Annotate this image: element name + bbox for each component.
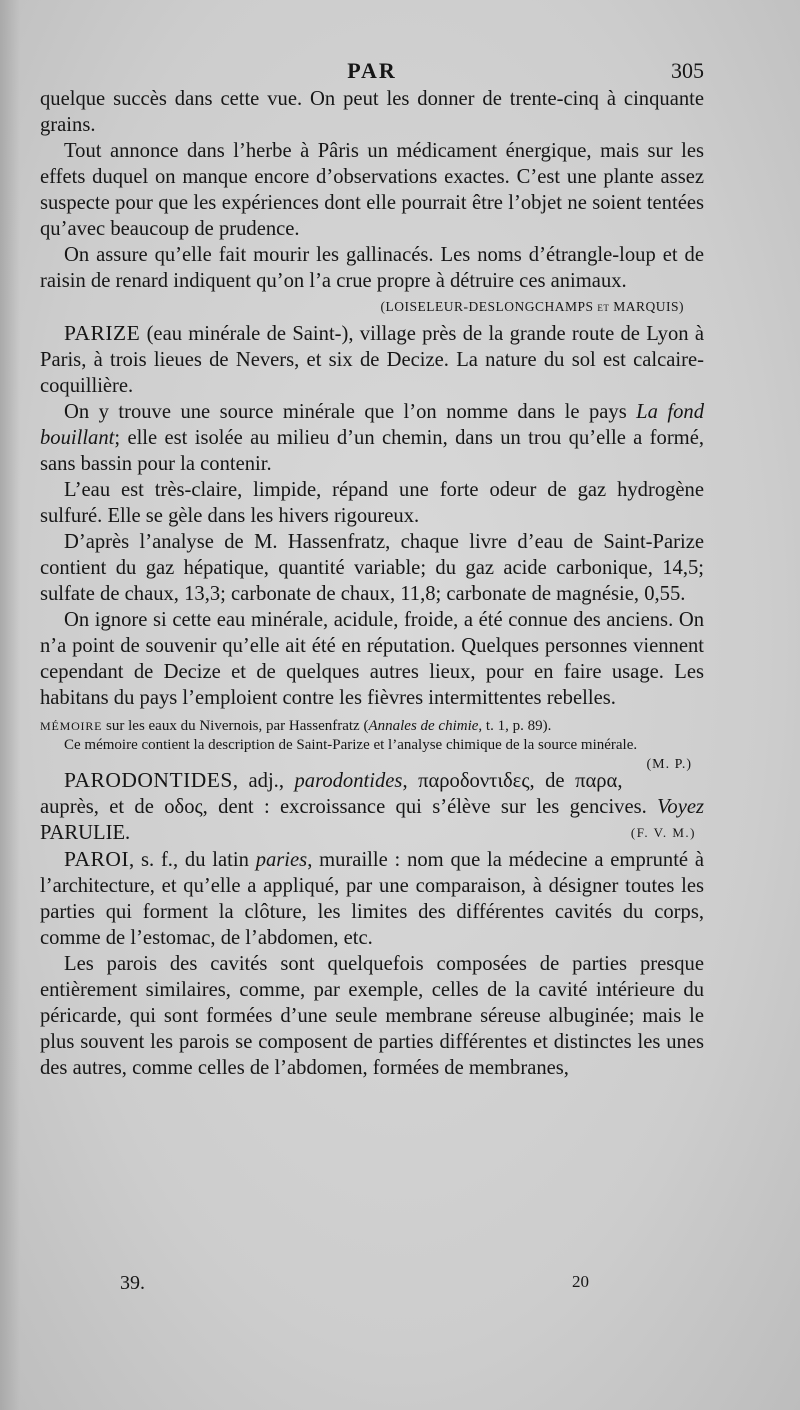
italic-text: Annales de chimie [368,718,479,734]
paragraph: D’après l’analyse de M. Hassenfratz, chaque livre d’eau de Saint-Parize contient du gaz hépatique, quantité variable; du gaz acide carbonique, 14,5; sulfate de chaux, 13,3; carbonate de chaux, 11,8; carbonate de magnésie, 0,55. [40,531,704,605]
signature-mark: 39. [120,1272,145,1294]
italic-text: La fond bouillant [40,401,704,449]
entry-headword: PARIZE [64,321,141,345]
entry-parize [40,320,704,399]
page-number: 305 [671,58,704,83]
bibliography-note [40,736,704,772]
paragraph: Tout annonce dans l’herbe à Pâris un médicament énergique, mais sur les effets duquel on manque encore d’observations exactes. C’est une plante assez suspecte pour que les expériences dont elle pourrait être l’objet ne soient tentées qu’avec beaucoup de prudence. [40,140,704,240]
author-signature: (LOISELEUR-DESLONGCHAMPS et MARQUIS) [380,299,684,314]
text-run: sur les eaux du Nivernois, par Hassenfratz ( [102,718,369,734]
running-head [40,52,704,86]
italic-text: parodontides [294,770,403,792]
paragraph: L’eau est très-claire, limpide, répand une forte odeur de gaz hydrogène sulfuré. Elle se gèle dans les hivers rigoureux. [40,479,704,527]
text-run: Ce mémoire contient la description de Saint-Parize et l’analyse chimique de la source minérale. [64,737,638,753]
entry-parodontides [40,767,704,846]
author-signature: (F. V. M.) [630,825,696,840]
entry-headword: PAROI [64,847,130,871]
text-run: , παροδοντιδες, de παρα, auprès, et de οδος, dent : excroissance qui s’élève sur les gencives. [40,770,658,818]
paragraph: Les parois des cavités sont quelquefois composées de parties presque entièrement similaires, comme, par exemple, celles de la cavité intérieure du péricarde, qui sont formées d’une seule membrane séreuse albuginée; mais le plus souvent les parois se composent de parties différentes et distinctes les unes des autres, comme celles de l’abdomen, formées de membranes, [40,953,704,1079]
paragraph: On ignore si cette eau minérale, acidule, froide, a été connue des anciens. On n’a point de souvenir qu’elle ait été en réputation. Quelques personnes viennent cependant de Decize et de quelques autres lieux, pour en faire usage. Les habitans du pays l’emploient contre les fièvres intermittentes rebelles. [40,609,704,709]
bibliography-label: MÉMOIRE [40,719,103,733]
paragraph [40,399,704,477]
paragraph: On assure qu’elle fait mourir les gallinacés. Les noms d’étrangle-loup et de raisin de renard indiquent qu’on l’a crue propre à détruire ces animaux. [40,244,704,292]
author-signature: (M. P.) [646,757,692,772]
text-run: , muraille : nom que la médecine a emprunté à l’architecture, et qu’elle a appliqué, par une comparaison, à désigner toutes les parties qui forment la clôture, les limites des différentes cavités du corps, comme de l’estomac, de l’abdomen, etc. [40,849,705,949]
text-run: , adj., [232,770,295,792]
text-run: , t. 1, p. 89). [478,718,552,734]
italic-text: paries [255,849,308,871]
text-run: ; elle est isolée au milieu d’un chemin, dans un trou qu’elle a formé, sans bassin pour la contenir. [40,427,704,475]
cross-reference: PARULIE. [40,822,131,844]
paragraph: quelque succès dans cette vue. On peut les donner de trente-cinq à cinquante grains. [40,88,704,136]
running-title: PAR [347,58,397,83]
gathering-mark: 20 [572,1272,589,1291]
entry-headword: PARODONTIDES [64,768,233,792]
text-run: On y trouve une source minérale que l’on nomme dans le pays [64,401,637,423]
italic-text: Voyez [657,796,704,818]
text-run: , s. f., du latin [129,849,256,871]
entry-paroi [40,846,704,951]
entry-text: (eau minérale de Saint-), village près de la grande route de Lyon à Paris, à trois lieues de Nevers, et six de Decize. La nature du sol est calcaire-coquillière. [40,323,704,397]
bibliography-entry [40,717,704,736]
page-footer [120,1272,620,1302]
